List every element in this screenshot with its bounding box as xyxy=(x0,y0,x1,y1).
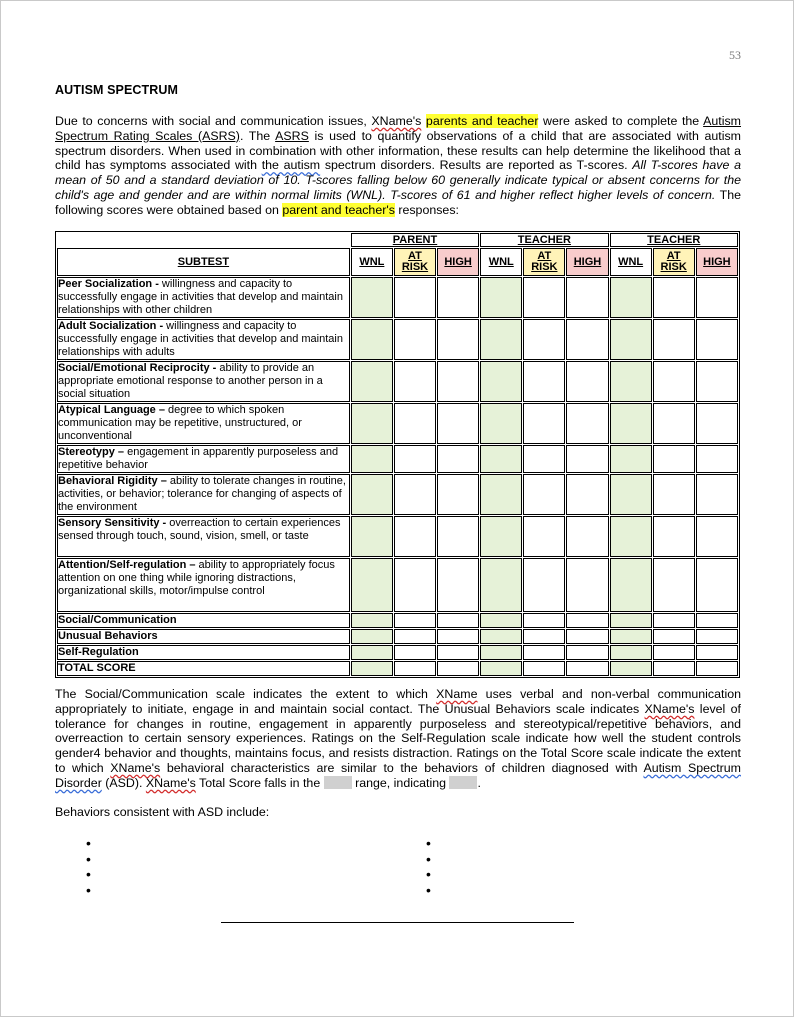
score-cell[interactable] xyxy=(394,474,436,515)
summary-label: Social/Communication xyxy=(57,613,350,628)
asrs-short-link[interactable]: ASRS xyxy=(275,128,309,143)
xname-placeholder[interactable]: XName's xyxy=(371,114,422,128)
score-cell[interactable] xyxy=(394,613,436,628)
subtest-name: Attention/Self-regulation – xyxy=(58,559,196,571)
score-cell[interactable] xyxy=(566,661,608,676)
score-cell[interactable] xyxy=(480,403,522,444)
score-cell[interactable] xyxy=(566,613,608,628)
score-cell[interactable] xyxy=(437,629,479,644)
score-cell[interactable] xyxy=(480,277,522,318)
at-risk-line2: RISK xyxy=(531,261,558,273)
subtest-desc-text: engagement in apparently purposeless and repetitive behavior xyxy=(58,446,339,471)
interp-text: range, indicating xyxy=(351,775,450,790)
score-cell[interactable] xyxy=(351,277,393,318)
group-header-parent: PARENT xyxy=(351,233,479,247)
score-cell[interactable] xyxy=(696,516,738,557)
score-cell[interactable] xyxy=(696,361,738,402)
group-header-teacher-2: TEACHER xyxy=(610,233,738,247)
intro-text: responses: xyxy=(394,202,459,217)
score-cell[interactable] xyxy=(566,645,608,660)
score-cell[interactable] xyxy=(394,629,436,644)
at-risk-line1: AT xyxy=(537,250,552,262)
score-cell[interactable] xyxy=(653,645,695,660)
score-cell[interactable] xyxy=(610,613,652,628)
score-cell[interactable] xyxy=(351,445,393,473)
col-header-high: HIGH xyxy=(696,248,738,276)
subtest-description xyxy=(57,277,350,318)
xname-placeholder[interactable]: XName's xyxy=(644,701,695,716)
xname-placeholder[interactable]: XName's xyxy=(145,775,196,790)
table-row xyxy=(57,445,738,473)
score-cell[interactable] xyxy=(480,361,522,402)
subtest-description xyxy=(57,445,350,473)
col-header-wnl: WNL xyxy=(610,248,652,276)
score-cell[interactable] xyxy=(653,361,695,402)
score-cell[interactable] xyxy=(437,445,479,473)
score-cell[interactable] xyxy=(653,661,695,676)
score-cell[interactable] xyxy=(351,629,393,644)
group-header-teacher: TEACHER xyxy=(480,233,608,247)
range-form-field[interactable] xyxy=(324,776,352,789)
intro-text: The following scores were obtained based on xyxy=(55,187,741,217)
indicating-form-field[interactable] xyxy=(449,776,477,789)
highlighted-text[interactable]: parent and teacher's xyxy=(282,202,395,217)
summary-label: Self-Regulation xyxy=(57,645,350,660)
score-cell[interactable] xyxy=(523,445,565,473)
score-cell[interactable] xyxy=(480,661,522,676)
table-row xyxy=(57,558,738,612)
score-cell[interactable] xyxy=(653,558,695,612)
score-cell[interactable] xyxy=(523,661,565,676)
score-cell[interactable] xyxy=(653,277,695,318)
score-cell[interactable] xyxy=(653,319,695,360)
col-header-high: HIGH xyxy=(566,248,608,276)
score-cell[interactable] xyxy=(696,319,738,360)
score-cell[interactable] xyxy=(696,474,738,515)
score-cell[interactable] xyxy=(610,661,652,676)
table-row xyxy=(57,474,738,515)
at-risk-line1: AT xyxy=(666,250,681,262)
score-cell[interactable] xyxy=(437,613,479,628)
col-header-at-risk xyxy=(523,248,565,276)
score-cell[interactable] xyxy=(696,403,738,444)
score-cell[interactable] xyxy=(480,629,522,644)
subtest-desc-text: willingness and capacity to successfully engage in activities that develop and maintain relationships with adults xyxy=(58,320,343,358)
subtest-name: Peer Socialization - xyxy=(58,278,159,290)
tscore-explanation: All T-scores have a mean of 50 and a standard deviation of 10. T-scores falling below 60 generally indicate typical or absent concerns for the child's age and gender and are within normal limits (WNL). T-scores of 61 and higher reflect higher levels of concern. xyxy=(55,158,741,202)
score-cell[interactable] xyxy=(437,361,479,402)
score-cell[interactable] xyxy=(696,613,738,628)
group-header-row xyxy=(57,233,738,247)
intro-text: Due to concerns with social and communication issues, xyxy=(55,114,372,128)
col-header-wnl: WNL xyxy=(351,248,393,276)
interp-text: Total Score falls in the xyxy=(195,775,324,790)
score-cell[interactable] xyxy=(351,645,393,660)
score-cell[interactable] xyxy=(610,645,652,660)
asrs-link[interactable]: Autism Spectrum Rating Scales (ASRS) xyxy=(55,114,741,143)
score-cell[interactable] xyxy=(351,613,393,628)
score-cell[interactable] xyxy=(351,558,393,612)
interp-text: level of tolerance for changes in routine, engagement in apparently purposeless and stereotypical/repetitive behaviors, and overreaction to certain sensory experiences. Ratings on the Self-Regulation scale indicate how well the student controls gender4 behavior and thoughts, maintains focus, and resists distraction. Ratings on the Total Score scale indicate the extent to which xyxy=(55,701,742,775)
subtest-description xyxy=(57,474,350,515)
subtest-header: SUBTEST xyxy=(57,248,350,276)
subtest-desc-text: ability to appropriately focus attention on one thing while ignoring distractions, organizational skills, motor/impulse control xyxy=(58,559,335,597)
grammar-flag[interactable]: the autism xyxy=(261,158,321,173)
score-cell[interactable] xyxy=(351,661,393,676)
score-cell[interactable] xyxy=(610,319,652,360)
interp-text: (ASD). xyxy=(101,775,146,790)
score-cell[interactable] xyxy=(480,516,522,557)
summary-row xyxy=(57,645,738,660)
score-cell[interactable] xyxy=(351,474,393,515)
interp-text: The Social/Communication scale indicates the extent to which xyxy=(55,687,437,701)
score-cell[interactable] xyxy=(610,403,652,444)
score-cell[interactable] xyxy=(610,474,652,515)
table-row xyxy=(57,319,738,360)
score-cell[interactable] xyxy=(351,516,393,557)
score-cell[interactable] xyxy=(480,645,522,660)
score-cell[interactable] xyxy=(394,445,436,473)
intro-paragraph xyxy=(55,114,741,218)
intro-text: . The xyxy=(239,128,276,143)
score-cell[interactable] xyxy=(523,277,565,318)
subtest-desc-text: willingness and capacity to successfully engage in activities that develop and maintain relationships with other children xyxy=(58,278,343,316)
score-cell[interactable] xyxy=(653,613,695,628)
subtest-name: Atypical Language – xyxy=(58,404,165,416)
score-cell[interactable] xyxy=(480,474,522,515)
score-cell[interactable] xyxy=(696,661,738,676)
score-cell[interactable] xyxy=(437,558,479,612)
sub-header-row xyxy=(57,248,738,276)
subtest-description xyxy=(57,361,350,402)
section-heading: AUTISM SPECTRUM xyxy=(55,83,179,97)
blank-header-cell xyxy=(57,233,350,247)
score-cell[interactable] xyxy=(566,277,608,318)
xname-placeholder[interactable]: XName's xyxy=(110,760,161,775)
highlighted-text[interactable]: parents and teacher xyxy=(425,114,539,128)
score-cell[interactable] xyxy=(437,403,479,444)
asd-link[interactable]: Autism Spectrum Disorder xyxy=(55,760,741,790)
behaviors-label: Behaviors consistent with ASD include: xyxy=(55,805,270,819)
summary-row xyxy=(57,613,738,628)
col-header-at-risk xyxy=(653,248,695,276)
score-cell[interactable] xyxy=(523,474,565,515)
score-cell[interactable] xyxy=(394,661,436,676)
score-cell[interactable] xyxy=(653,403,695,444)
score-cell[interactable] xyxy=(394,361,436,402)
subtest-description xyxy=(57,319,350,360)
score-cell[interactable] xyxy=(523,361,565,402)
interp-text: . xyxy=(477,775,481,790)
score-cell[interactable] xyxy=(437,319,479,360)
col-header-high: HIGH xyxy=(437,248,479,276)
score-cell[interactable] xyxy=(566,361,608,402)
summary-label: TOTAL SCORE xyxy=(57,661,350,676)
score-cell[interactable] xyxy=(566,629,608,644)
asrs-score-table xyxy=(55,231,740,678)
score-cell[interactable] xyxy=(351,403,393,444)
subtest-desc-text: overreaction to certain experiences sensed through touch, sound, vision, smell, or taste xyxy=(58,517,341,542)
score-cell[interactable] xyxy=(610,558,652,612)
score-cell[interactable] xyxy=(437,661,479,676)
score-cell[interactable] xyxy=(696,629,738,644)
score-cell[interactable] xyxy=(394,645,436,660)
subtest-name: Sensory Sensitivity - xyxy=(58,517,167,529)
score-cell[interactable] xyxy=(351,319,393,360)
score-cell[interactable] xyxy=(437,277,479,318)
score-cell[interactable] xyxy=(480,558,522,612)
score-cell[interactable] xyxy=(566,403,608,444)
score-cell[interactable] xyxy=(696,277,738,318)
score-cell[interactable] xyxy=(437,645,479,660)
score-cell[interactable] xyxy=(480,445,522,473)
score-cell[interactable] xyxy=(610,629,652,644)
table-row xyxy=(57,361,738,402)
intro-text: spectrum disorders. Results are reported as T-scores. xyxy=(320,158,633,173)
score-cell[interactable] xyxy=(566,558,608,612)
subtest-description xyxy=(57,558,350,612)
score-cell[interactable] xyxy=(566,474,608,515)
score-cell[interactable] xyxy=(653,516,695,557)
score-cell[interactable] xyxy=(523,613,565,628)
score-cell[interactable] xyxy=(394,277,436,318)
at-risk-line2: RISK xyxy=(660,261,687,273)
score-cell[interactable] xyxy=(696,445,738,473)
summary-row xyxy=(57,661,738,676)
score-cell[interactable] xyxy=(523,516,565,557)
summary-label: Unusual Behaviors xyxy=(57,629,350,644)
score-cell[interactable] xyxy=(523,319,565,360)
score-cell[interactable] xyxy=(437,516,479,557)
score-cell[interactable] xyxy=(610,445,652,473)
score-cell[interactable] xyxy=(394,558,436,612)
score-cell[interactable] xyxy=(480,613,522,628)
table-row xyxy=(57,403,738,444)
subtest-name: Adult Socialization - xyxy=(58,320,164,332)
score-cell[interactable] xyxy=(696,645,738,660)
subtest-name: Social/Emotional Reciprocity - xyxy=(58,362,217,374)
score-cell[interactable] xyxy=(394,403,436,444)
table-row xyxy=(57,516,738,557)
interp-text: behavioral characteristics are similar to the behaviors of children diagnosed with xyxy=(160,760,644,775)
intro-text: is used to quantify observations of a child that are associated with autism spectrum disorders. When used in combination with other information, these results can help determine the likelihood that a child has symptoms associated with xyxy=(55,128,741,173)
score-cell[interactable] xyxy=(653,445,695,473)
score-cell[interactable] xyxy=(610,516,652,557)
at-risk-line1: AT xyxy=(408,250,422,262)
interp-text: uses verbal and non-verbal communication appropriately to initiate, engage in and maintain social contact. The Unusual Behaviors scale indicates xyxy=(55,687,741,716)
score-cell[interactable] xyxy=(523,403,565,444)
page-number: 53 xyxy=(729,48,741,62)
score-cell[interactable] xyxy=(351,361,393,402)
score-cell[interactable] xyxy=(610,277,652,318)
interpretation-paragraph xyxy=(55,687,741,791)
score-cell[interactable] xyxy=(394,319,436,360)
score-cell[interactable] xyxy=(610,361,652,402)
score-cell[interactable] xyxy=(394,516,436,557)
score-cell[interactable] xyxy=(566,319,608,360)
score-cell[interactable] xyxy=(653,629,695,644)
score-cell[interactable] xyxy=(696,558,738,612)
summary-row xyxy=(57,629,738,644)
signature-line xyxy=(221,922,574,923)
subtest-description xyxy=(57,516,350,557)
score-cell[interactable] xyxy=(523,558,565,612)
score-cell[interactable] xyxy=(566,445,608,473)
subtest-description xyxy=(57,403,350,444)
col-header-wnl: WNL xyxy=(480,248,522,276)
subtest-name: Behavioral Rigidity – xyxy=(58,475,167,487)
score-cell[interactable] xyxy=(480,319,522,360)
col-header-at-risk xyxy=(394,248,436,276)
score-cell[interactable] xyxy=(523,645,565,660)
score-cell[interactable] xyxy=(437,474,479,515)
at-risk-line2: RISK xyxy=(401,261,429,273)
table-row xyxy=(57,277,738,318)
subtest-desc-text: ability to provide an appropriate emotional response to another person in a social situation xyxy=(58,362,323,400)
score-cell[interactable] xyxy=(523,629,565,644)
subtest-desc-text: degree to which spoken communication may be repetitive, unstructured, or unconventional xyxy=(58,404,302,442)
subtest-name: Stereotypy – xyxy=(58,446,125,458)
xname-placeholder[interactable]: XName xyxy=(436,687,478,701)
intro-text: were asked to complete the xyxy=(538,114,704,128)
subtest-desc-text: ability to tolerate changes in routine, activities, or behavior; tolerance for changing of aspects of the environment xyxy=(58,475,346,513)
score-cell[interactable] xyxy=(653,474,695,515)
score-cell[interactable] xyxy=(566,516,608,557)
